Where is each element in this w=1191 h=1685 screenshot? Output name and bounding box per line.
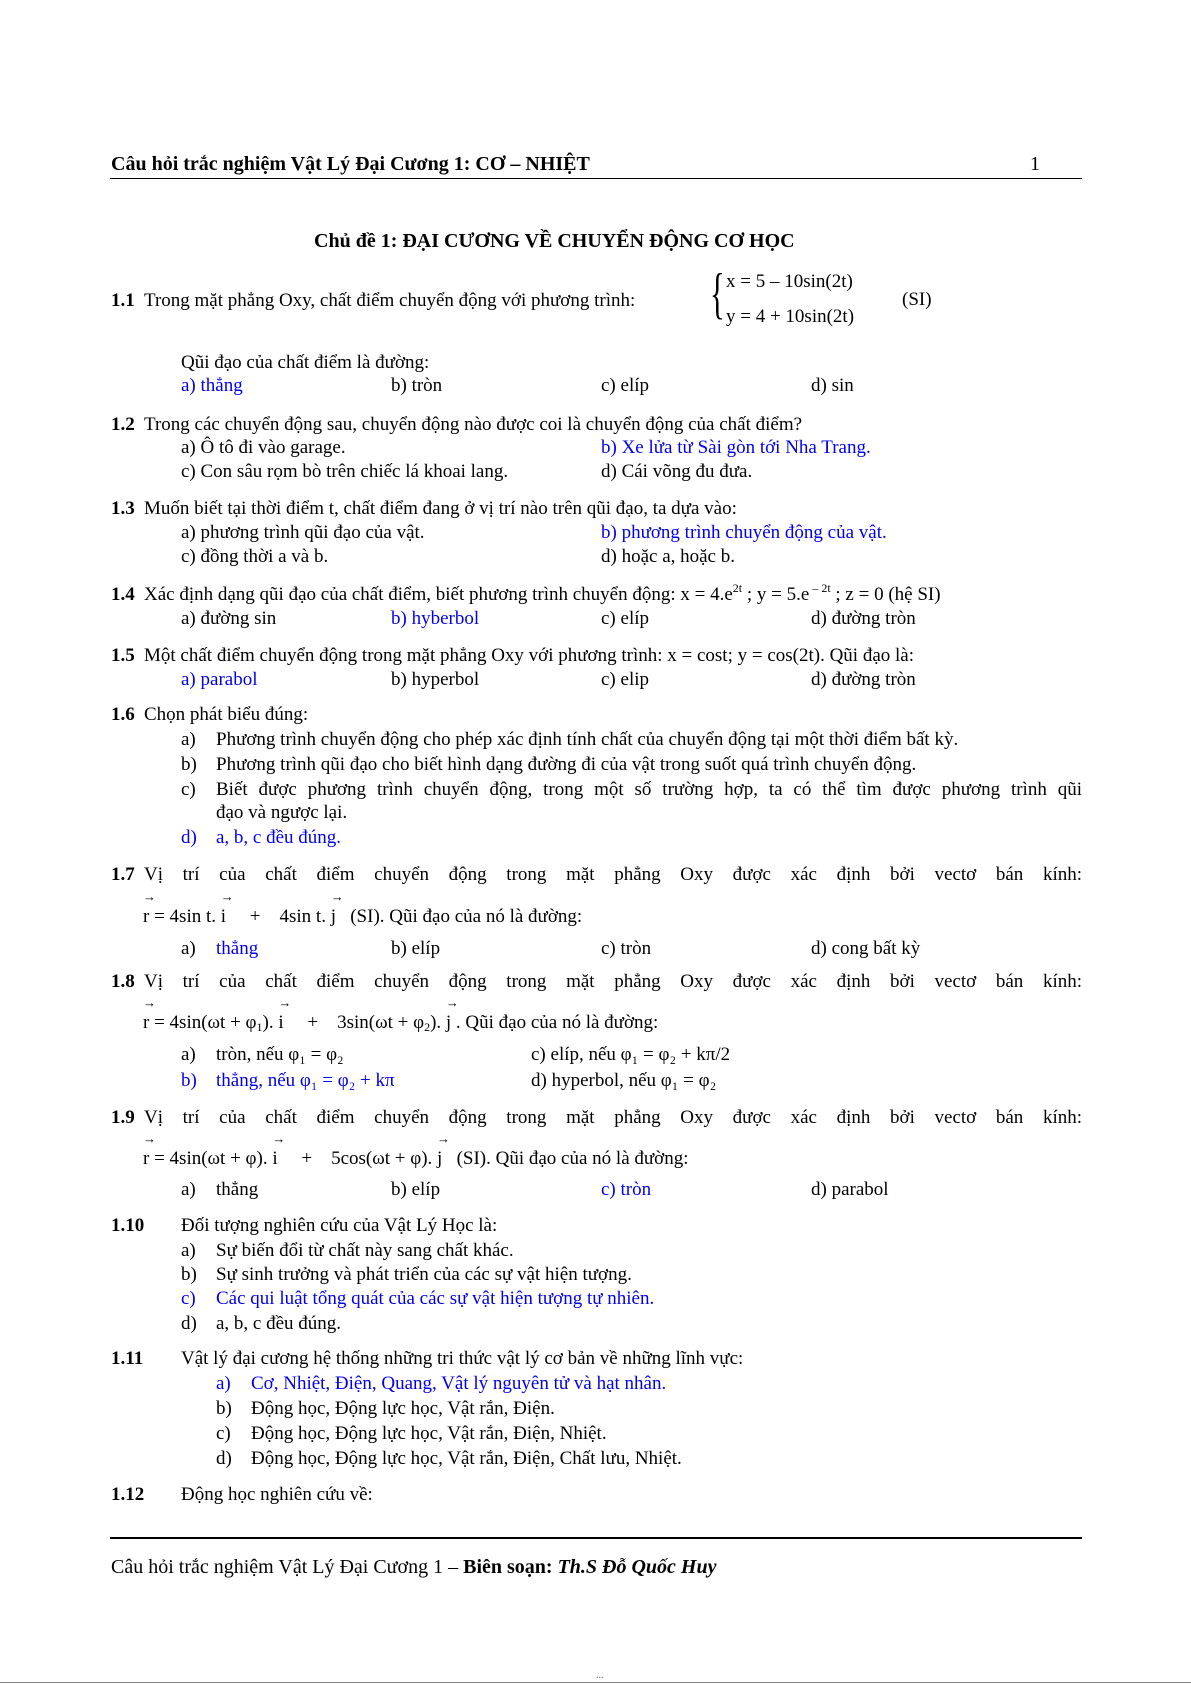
equation-x: x = 5 – 10sin(2t) (726, 271, 853, 292)
answer-b[interactable]: Sự sinh trưởng và phát triển của các sự vật hiện tượng. (216, 1264, 632, 1285)
answer-d[interactable]: d) hyperbol, nếu φ₁ = φ₂ (531, 1070, 717, 1091)
answer-b[interactable]: b) tròn (391, 375, 443, 396)
answer-d-label: d) (181, 1313, 197, 1334)
answer-b[interactable]: b) hyperbol (391, 669, 480, 690)
answer-b[interactable]: b) Xe lửa từ Sài gòn tới Nha Trang. (601, 437, 871, 458)
answer-c[interactable]: c) đồng thời a và b. (181, 546, 329, 567)
answer-a[interactable]: a) phương trình qũi đạo của vật. (181, 522, 425, 543)
answer-c[interactable]: c) elíp, nếu φ₁ = φ₂ + kπ/2 (531, 1044, 731, 1065)
question-number: 1.1 (111, 290, 135, 311)
equation-y: y = 4 + 10sin(2t) (726, 306, 855, 327)
answer-a-label: a) (181, 1044, 196, 1065)
answer-c[interactable]: Biết được phương trình chuyển động, trong một số trường hợp, ta có thể tìm được phương trình qũi (216, 779, 1082, 800)
question-stem: Một chất điểm chuyển động trong mặt phẳng Oxy với phương trình: x = cost; y = cos(2t). Qũi đạo là: (144, 645, 915, 666)
question-stem: Động học nghiên cứu về: (181, 1484, 373, 1505)
answer-a-label: a) (181, 729, 196, 750)
answer-b[interactable]: b) phương trình chuyển động của vật. (601, 522, 887, 543)
answer-b-label: b) (216, 1398, 232, 1419)
answer-a-label: a) (181, 938, 196, 959)
answer-a[interactable]: tròn, nếu φ₁ = φ₂ (216, 1044, 344, 1065)
answer-c[interactable]: c) elíp (601, 608, 650, 629)
answer-c[interactable]: c) elip (601, 669, 650, 690)
answer-d[interactable]: d) đường tròn (811, 669, 916, 690)
page-edge-mark: ... (596, 1670, 604, 1681)
answer-b-label: b) (181, 754, 197, 775)
brace-symbol: { (710, 263, 725, 325)
answer-a-label: a) (216, 1373, 231, 1394)
answer-a[interactable]: a) thẳng (181, 375, 243, 396)
answer-a[interactable]: Phương trình chuyển động cho phép xác định tính chất của chuyển động tại một thời điểm bất kỳ. (216, 729, 959, 750)
answer-c[interactable]: c) elíp (601, 375, 650, 396)
answer-a[interactable]: thẳng (216, 1179, 259, 1200)
question-stem: Vật lý đại cương hệ thống những tri thức vật lý cơ bản về những lĩnh vực: (181, 1348, 744, 1369)
question-number: 1.10 (111, 1215, 145, 1236)
question-stem: Muốn biết tại thời điểm t, chất điểm đang ở vị trí nào trên qũi đạo, ta dựa vào: (144, 498, 737, 519)
answer-b-label: b) (181, 1070, 197, 1091)
page-footer: Câu hỏi trắc nghiệm Vật Lý Đại Cương 1 – Biên soạn: Th.S Đỗ Quốc Huy (111, 1556, 717, 1578)
answer-c-continued: đạo và ngược lại. (216, 802, 348, 823)
question-number: 1.2 (111, 414, 135, 435)
question-stem-2: Qũi đạo của chất điểm là đường: (181, 352, 430, 373)
answer-b[interactable]: b) hyberbol (391, 608, 480, 629)
vector-equation: → r = 4sin(ωt + φ). → i + 5cos(ωt + φ). → j (SI). Qũi đạo của nó là đường: (143, 1131, 689, 1169)
question-stem: Vị trí của chất điểm chuyển động trong mặt phẳng Oxy được xác định bởi vectơ bán kính: (144, 864, 1082, 885)
question-stem: Xác định dạng qũi đạo của chất điểm, biết phương trình chuyển động: $x = 4.e^{2t}$ ; y = 5.e $^{- 2t}$ ; z = 0 (hệ SI) (144, 581, 941, 605)
vector-equation: → r = 4sin t. → i + 4sin t. → j (SI). Qũi đạo của nó là đường: (143, 889, 583, 927)
answer-c-label: c) (181, 779, 196, 800)
answer-d[interactable]: d) đường tròn (811, 608, 916, 629)
answer-d[interactable]: d) parabol (811, 1179, 889, 1200)
answer-c-label: c) (216, 1423, 231, 1444)
question-stem: Trong mặt phẳng Oxy, chất điểm chuyển động với phương trình: (144, 290, 636, 311)
question-number: 1.3 (111, 498, 135, 519)
vector-equation: → $r = 4\sin(\omega t + \varphi_1)$. → i + $3\sin(\omega t + \varphi_2)$. → j . Qũi đạo của nó là đường: (143, 995, 659, 1034)
question-number: 1.12 (111, 1484, 145, 1505)
answer-c[interactable]: Động học, Động lực học, Vật rắn, Điện, Nhiệt. (251, 1423, 607, 1444)
answer-d[interactable]: a, b, c đều đúng. (216, 1313, 342, 1334)
answer-a[interactable]: Cơ, Nhiệt, Điện, Quang, Vật lý nguyên tử và hạt nhân. (251, 1373, 667, 1394)
page-number: 1 (1030, 153, 1040, 175)
answer-b[interactable]: b) elíp (391, 938, 441, 959)
header-rule (110, 178, 1082, 179)
answer-d[interactable]: d) Cái võng đu đưa. (601, 461, 753, 482)
answer-d-label: d) (216, 1448, 232, 1469)
question-stem: Chọn phát biểu đúng: (144, 704, 309, 725)
answer-d[interactable]: d) hoặc a, hoặc b. (601, 546, 735, 567)
question-stem: Vị trí của chất điểm chuyển động trong mặt phẳng Oxy được xác định bởi vectơ bán kính: (144, 971, 1082, 992)
question-number: 1.4 (111, 584, 135, 605)
question-number: 1.11 (111, 1348, 144, 1369)
answer-c[interactable]: c) Con sâu rọm bò trên chiếc lá khoai lang. (181, 461, 509, 482)
page-header-title: Câu hỏi trắc nghiệm Vật Lý Đại Cương 1: CƠ – NHIỆT (111, 153, 590, 175)
answer-a[interactable]: Sự biến đổi từ chất này sang chất khác. (216, 1240, 514, 1261)
answer-c[interactable]: Các qui luật tổng quát của các sự vật hiện tượng tự nhiên. (216, 1288, 655, 1309)
answer-b-label: b) (181, 1264, 197, 1285)
answer-d[interactable]: a, b, c đều đúng. (216, 827, 342, 848)
answer-a[interactable]: thẳng (216, 938, 259, 959)
answer-c[interactable]: c) tròn (601, 938, 652, 959)
question-number: 1.8 (111, 971, 135, 992)
answer-b[interactable]: thẳng, nếu φ₁ = φ₂ + kπ (216, 1070, 395, 1091)
answer-a[interactable]: a) parabol (181, 669, 258, 690)
question-number: 1.7 (111, 864, 135, 885)
question-stem: Đối tượng nghiên cứu của Vật Lý Học là: (181, 1215, 498, 1236)
answer-b[interactable]: Động học, Động lực học, Vật rắn, Điện. (251, 1398, 555, 1419)
answer-d-label: d) (181, 827, 197, 848)
answer-d[interactable]: d) sin (811, 375, 854, 396)
answer-c[interactable]: c) tròn (601, 1179, 652, 1200)
footer-rule (110, 1537, 1082, 1539)
answer-c-label: c) (181, 1288, 196, 1309)
page-edge-line (0, 1682, 1191, 1683)
answer-b[interactable]: b) elíp (391, 1179, 441, 1200)
answer-a-label: a) (181, 1179, 196, 1200)
topic-title: Chủ đề 1: ĐẠI CƯƠNG VỀ CHUYỂN ĐỘNG CƠ HỌC (314, 230, 795, 252)
question-number: 1.6 (111, 704, 135, 725)
question-stem: Trong các chuyển động sau, chuyển động nào được coi là chuyển động của chất điểm? (144, 414, 803, 435)
answer-b[interactable]: Phương trình qũi đạo cho biết hình dạng đường đi của vật trong suốt quá trình chuyển động. (216, 754, 917, 775)
question-number: 1.9 (111, 1107, 135, 1128)
answer-a[interactable]: a) đường sin (181, 608, 277, 629)
answer-a-label: a) (181, 1240, 196, 1261)
unit-label: (SI) (902, 289, 932, 310)
question-number: 1.5 (111, 645, 135, 666)
answer-a[interactable]: a) Ô tô đi vào garage. (181, 437, 346, 458)
answer-d[interactable]: d) cong bất kỳ (811, 938, 921, 959)
answer-d[interactable]: Động học, Động lực học, Vật rắn, Điện, Chất lưu, Nhiệt. (251, 1448, 682, 1469)
question-stem: Vị trí của chất điểm chuyển động trong mặt phẳng Oxy được xác định bởi vectơ bán kính: (144, 1107, 1082, 1128)
